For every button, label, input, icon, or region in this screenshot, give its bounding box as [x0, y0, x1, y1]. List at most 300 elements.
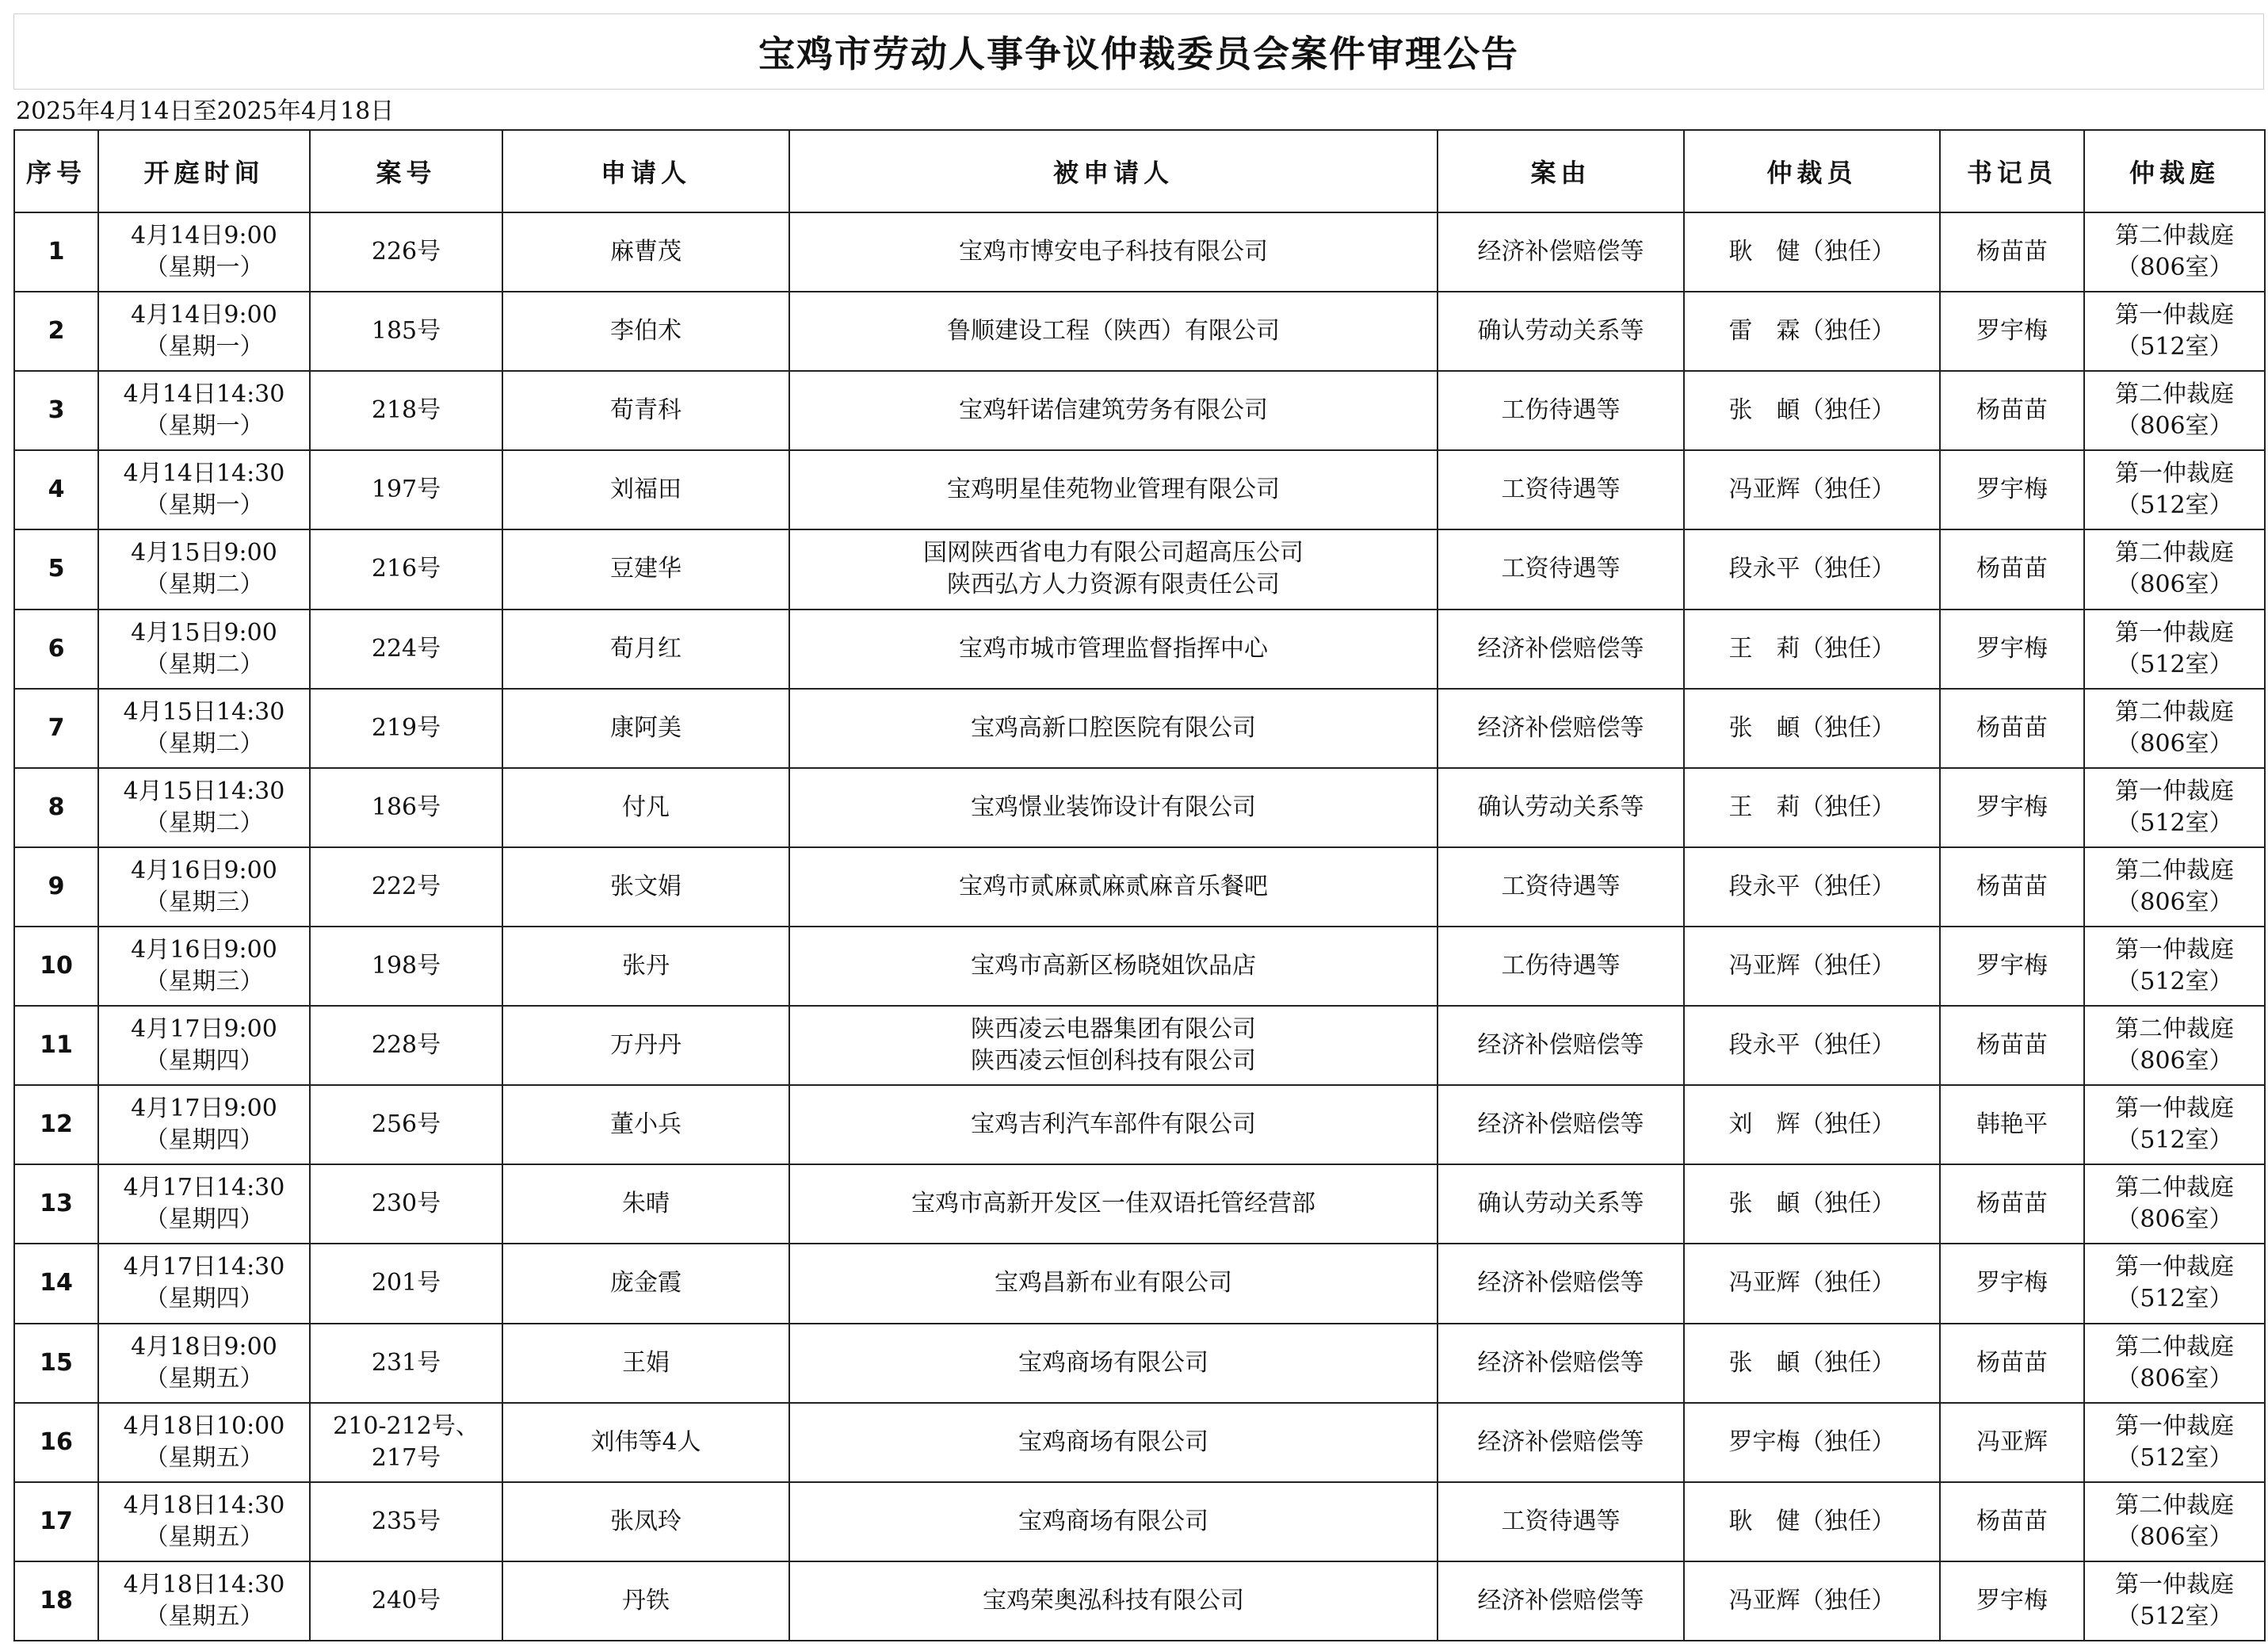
table-row [14, 1324, 2265, 1403]
cell-case-no [310, 1482, 502, 1561]
cell-applicant-applicant: 豆建华 [610, 555, 682, 583]
cell-respondent-respondent: 宝鸡高新口腔医院有限公司 [971, 713, 1256, 742]
cell-time [98, 768, 310, 847]
cell-arbitrator [1684, 212, 1940, 292]
cell-time-time: 4月16日9:00 [131, 856, 277, 885]
cell-case-no [310, 1403, 502, 1482]
cell-time-time: 4月18日14:30 [123, 1491, 285, 1519]
cell-court-court: 第一仲裁庭 [2115, 618, 2234, 647]
cell-arbitrator-arbitrator: 张 頔（独任） [1728, 713, 1896, 742]
cell-arbitrator [1684, 450, 1940, 529]
table-row [14, 768, 2265, 847]
cell-applicant-applicant: 张文娟 [610, 872, 682, 900]
cell-applicant [502, 610, 789, 689]
table-row [14, 450, 2265, 529]
cell-clerk-clerk: 罗宇梅 [1976, 1269, 2048, 1297]
cell-respondent [789, 1561, 1438, 1641]
cell-arbitrator-arbitrator: 刘 辉（独任） [1728, 1110, 1896, 1139]
cell-arbitrator [1684, 847, 1940, 927]
cell-respondent-respondent: 国网陕西省电力有限公司超高压公司 [923, 539, 1304, 567]
cell-cause [1438, 529, 1684, 609]
cell-applicant [502, 1244, 789, 1323]
cell-case-no [310, 292, 502, 371]
cell-applicant-applicant: 庞金霞 [610, 1269, 682, 1297]
cell-court-room: （512室） [2116, 808, 2233, 837]
cell-case-no [310, 1244, 502, 1323]
cell-seq [14, 1482, 98, 1561]
cell-clerk-clerk: 韩艳平 [1976, 1110, 2048, 1139]
cell-court-court: 第一仲裁庭 [2115, 1570, 2234, 1599]
cell-case-no-case-no: 222号 [371, 872, 441, 900]
column-header-seq: 序号 [14, 130, 98, 212]
cell-cause-cause: 工资待遇等 [1501, 476, 1621, 504]
cell-case-no [310, 1324, 502, 1403]
cell-respondent [789, 529, 1438, 609]
cell-time [98, 847, 310, 927]
cell-seq [14, 1085, 98, 1164]
cell-cause [1438, 1164, 1684, 1244]
cell-cause-cause: 工资待遇等 [1501, 555, 1621, 583]
cell-court-court: 第二仲裁庭 [2115, 1332, 2234, 1361]
cell-court [2084, 1561, 2265, 1641]
column-header-case-no: 案号 [310, 130, 502, 212]
cell-case-no [310, 689, 502, 768]
cell-case-no [310, 1085, 502, 1164]
column-header-applicant: 申请人 [502, 130, 789, 212]
cell-case-no-case-no: 210-212号、 [333, 1412, 479, 1440]
cell-respondent-respondent: 宝鸡市高新区杨晓姐饮品店 [971, 952, 1256, 980]
table-row [14, 1244, 2265, 1323]
cell-seq [14, 1006, 98, 1085]
cell-time-time: 4月14日9:00 [131, 222, 277, 250]
cell-time-time: 4月18日9:00 [131, 1332, 277, 1361]
cell-court-court: 第一仲裁庭 [2115, 1412, 2234, 1440]
cell-applicant-applicant: 董小兵 [610, 1110, 682, 1139]
cell-court-court: 第二仲裁庭 [2115, 539, 2234, 567]
cell-cause [1438, 847, 1684, 927]
cell-arbitrator-arbitrator: 张 頔（独任） [1728, 1348, 1896, 1377]
cell-court-court: 第二仲裁庭 [2115, 1174, 2234, 1202]
cell-applicant [502, 1403, 789, 1482]
column-header-respondent: 被申请人 [789, 130, 1438, 212]
cell-respondent [789, 768, 1438, 847]
cell-court-court: 第一仲裁庭 [2115, 936, 2234, 965]
cell-arbitrator [1684, 1324, 1940, 1403]
cell-cause [1438, 212, 1684, 292]
cell-court-room: （806室） [2116, 729, 2233, 758]
cell-court [2084, 1324, 2265, 1403]
cell-clerk [1940, 450, 2084, 529]
cell-clerk [1940, 1482, 2084, 1561]
cell-court [2084, 1085, 2265, 1164]
cell-arbitrator [1684, 1085, 1940, 1164]
cell-time [98, 1164, 310, 1244]
cell-applicant [502, 847, 789, 927]
cell-case-no-case-no: 235号 [371, 1507, 441, 1535]
cell-cause-cause: 工资待遇等 [1501, 1507, 1621, 1535]
cell-arbitrator [1684, 768, 1940, 847]
cell-time-weekday: （星期二） [144, 571, 264, 599]
cell-court [2084, 450, 2265, 529]
cell-respondent-respondent: 宝鸡市高新开发区一佳双语托管经营部 [911, 1190, 1315, 1218]
cell-respondent-respondent-2: 陕西弘方人力资源有限责任公司 [947, 571, 1280, 599]
cell-time-time: 4月14日14:30 [123, 380, 285, 409]
cell-court [2084, 768, 2265, 847]
cell-respondent [789, 371, 1438, 450]
cell-case-no [310, 1561, 502, 1641]
cell-time-weekday: （星期五） [144, 1364, 264, 1393]
cell-respondent [789, 610, 1438, 689]
cell-applicant [502, 1164, 789, 1244]
cell-time-time: 4月14日14:30 [123, 460, 285, 488]
cell-applicant-applicant: 荀月红 [610, 634, 682, 663]
cell-seq [14, 689, 98, 768]
cell-case-no-case-no: 230号 [371, 1190, 441, 1218]
cell-time-weekday: （星期五） [144, 1443, 264, 1472]
cell-clerk [1940, 689, 2084, 768]
cell-respondent-respondent: 宝鸡市城市管理监督指挥中心 [959, 634, 1268, 663]
cell-cause-cause: 工伤待遇等 [1501, 952, 1621, 980]
cell-time-weekday: （星期三） [144, 888, 264, 916]
cell-court [2084, 1164, 2265, 1244]
cell-court [2084, 1403, 2265, 1482]
cell-applicant [502, 529, 789, 609]
cell-seq [14, 1324, 98, 1403]
cell-respondent-respondent: 宝鸡商场有限公司 [1018, 1507, 1208, 1535]
cell-arbitrator-arbitrator: 张 頔（独任） [1728, 396, 1896, 425]
cell-applicant-applicant: 万丹丹 [610, 1031, 682, 1060]
cell-cause [1438, 292, 1684, 371]
cell-court [2084, 1482, 2265, 1561]
cell-case-no [310, 450, 502, 529]
cell-court [2084, 212, 2265, 292]
cell-cause-cause: 经济补偿赔偿等 [1477, 238, 1644, 266]
cell-time-time: 4月15日14:30 [123, 697, 285, 726]
cell-court-room: （512室） [2116, 333, 2233, 361]
cell-cause-cause: 经济补偿赔偿等 [1477, 634, 1644, 663]
cell-court [2084, 927, 2265, 1006]
cell-court-room: （806室） [2116, 254, 2233, 282]
cell-court [2084, 610, 2265, 689]
cell-case-no [310, 610, 502, 689]
cell-cause [1438, 689, 1684, 768]
cell-clerk-clerk: 冯亚辉 [1976, 1427, 2048, 1456]
table-row [14, 1403, 2265, 1482]
cell-court-court: 第一仲裁庭 [2115, 301, 2234, 330]
cell-seq-seq: 16 [40, 1427, 73, 1456]
cell-case-no [310, 1164, 502, 1244]
cell-case-no-case-no: 185号 [371, 317, 441, 346]
cell-seq-seq: 3 [48, 396, 65, 425]
cell-respondent-respondent: 鲁顺建设工程（陕西）有限公司 [947, 317, 1280, 346]
cell-court-court: 第二仲裁庭 [2115, 1015, 2234, 1044]
cell-seq-seq: 17 [40, 1507, 73, 1535]
cell-time [98, 450, 310, 529]
cell-time-weekday: （星期四） [144, 1206, 264, 1234]
cell-respondent [789, 1164, 1438, 1244]
cell-court-room: （512室） [2116, 1126, 2233, 1155]
cell-cause-cause: 经济补偿赔偿等 [1477, 1110, 1644, 1139]
cell-clerk-clerk: 杨苗苗 [1976, 1507, 2048, 1535]
cell-time [98, 1561, 310, 1641]
cell-applicant [502, 1006, 789, 1085]
cell-case-no-case-no: 226号 [371, 238, 441, 266]
cell-clerk-clerk: 杨苗苗 [1976, 555, 2048, 583]
cell-clerk [1940, 1164, 2084, 1244]
cell-clerk [1940, 1085, 2084, 1164]
cell-respondent-respondent: 宝鸡昌新布业有限公司 [995, 1269, 1232, 1297]
cell-time-time: 4月17日9:00 [131, 1095, 277, 1123]
cell-seq [14, 1164, 98, 1244]
cell-clerk [1940, 1561, 2084, 1641]
cell-arbitrator-arbitrator: 冯亚辉（独任） [1728, 1269, 1896, 1297]
cell-applicant-applicant: 丹铁 [622, 1586, 670, 1615]
cell-clerk-clerk: 杨苗苗 [1976, 872, 2048, 900]
cell-time-time: 4月17日14:30 [123, 1253, 285, 1282]
cell-applicant [502, 1324, 789, 1403]
cell-time-time: 4月17日9:00 [131, 1015, 277, 1044]
cell-seq-seq: 7 [48, 713, 65, 742]
cell-seq [14, 1403, 98, 1482]
cell-arbitrator [1684, 1403, 1940, 1482]
cell-clerk [1940, 212, 2084, 292]
cell-applicant [502, 371, 789, 450]
column-header-arbitrator: 仲裁员 [1684, 130, 1940, 212]
cell-time-weekday: （星期四） [144, 1047, 264, 1076]
cell-respondent-respondent: 宝鸡商场有限公司 [1018, 1348, 1208, 1377]
cell-case-no-case-no: 228号 [371, 1031, 441, 1060]
cell-clerk [1940, 371, 2084, 450]
table-header-row [14, 130, 2265, 212]
cell-cause-cause: 经济补偿赔偿等 [1477, 713, 1644, 742]
cell-cause-cause: 工资待遇等 [1501, 872, 1621, 900]
cell-cause [1438, 1324, 1684, 1403]
cell-court-room: （806室） [2116, 888, 2233, 916]
cell-court-room: （512室） [2116, 1443, 2233, 1472]
date-range: 2025年4月14日至2025年4月18日 [16, 97, 395, 125]
cell-court-room: （806室） [2116, 412, 2233, 441]
cell-clerk-clerk: 罗宇梅 [1976, 476, 2048, 504]
cell-clerk-clerk: 罗宇梅 [1976, 317, 2048, 346]
cell-cause [1438, 450, 1684, 529]
cell-case-no-case-no: 240号 [371, 1586, 441, 1615]
cell-clerk-clerk: 杨苗苗 [1976, 238, 2048, 266]
cell-cause [1438, 1482, 1684, 1561]
cell-respondent [789, 847, 1438, 927]
cell-respondent [789, 1324, 1438, 1403]
cell-case-no [310, 371, 502, 450]
cell-seq-seq: 18 [40, 1586, 73, 1615]
cell-time [98, 1085, 310, 1164]
cell-case-no-case-no: 201号 [371, 1269, 441, 1297]
cell-time-time: 4月15日9:00 [131, 618, 277, 647]
cell-seq [14, 1244, 98, 1323]
cell-court [2084, 847, 2265, 927]
cell-respondent-respondent: 宝鸡荣奥泓科技有限公司 [983, 1586, 1244, 1615]
cell-case-no [310, 927, 502, 1006]
cell-time [98, 610, 310, 689]
cell-arbitrator-arbitrator: 雷 霖（独任） [1728, 317, 1896, 346]
table-row [14, 371, 2265, 450]
cell-clerk [1940, 768, 2084, 847]
cell-applicant [502, 450, 789, 529]
cell-court-room: （806室） [2116, 1364, 2233, 1393]
cell-court-court: 第一仲裁庭 [2115, 1253, 2234, 1282]
cell-cause [1438, 1085, 1684, 1164]
cell-time-time: 4月15日14:30 [123, 777, 285, 805]
cell-time-weekday: （星期二） [144, 729, 264, 758]
cell-cause-cause: 经济补偿赔偿等 [1477, 1031, 1644, 1060]
cell-respondent [789, 689, 1438, 768]
cell-court-room: （806室） [2116, 1206, 2233, 1234]
cell-respondent [789, 212, 1438, 292]
cell-respondent [789, 450, 1438, 529]
cell-time-time: 4月15日9:00 [131, 539, 277, 567]
cell-arbitrator-arbitrator: 冯亚辉（独任） [1728, 476, 1896, 504]
cell-applicant [502, 292, 789, 371]
table-body [14, 212, 2265, 1641]
cell-clerk-clerk: 罗宇梅 [1976, 793, 2048, 821]
cell-court-room: （512室） [2116, 1285, 2233, 1313]
cell-seq [14, 847, 98, 927]
cell-case-no [310, 768, 502, 847]
cell-arbitrator-arbitrator: 王 莉（独任） [1728, 793, 1896, 821]
cell-respondent-respondent: 陕西凌云电器集团有限公司 [971, 1015, 1256, 1044]
cell-time-weekday: （星期一） [144, 491, 264, 520]
cell-clerk-clerk: 杨苗苗 [1976, 713, 2048, 742]
cell-court [2084, 529, 2265, 609]
cell-seq-seq: 5 [48, 555, 65, 583]
cell-respondent-respondent: 宝鸡市贰麻贰麻贰麻音乐餐吧 [959, 872, 1268, 900]
table-row [14, 927, 2265, 1006]
cell-clerk [1940, 292, 2084, 371]
page-title: 宝鸡市劳动人事争议仲裁委员会案件审理公告 [13, 13, 2264, 90]
cell-seq [14, 292, 98, 371]
cell-arbitrator [1684, 1244, 1940, 1323]
cell-applicant-applicant: 麻曹茂 [610, 238, 682, 266]
cell-cause [1438, 610, 1684, 689]
cell-arbitrator-arbitrator: 冯亚辉（独任） [1728, 1586, 1896, 1615]
cell-seq [14, 768, 98, 847]
cell-time-time: 4月14日9:00 [131, 301, 277, 330]
cell-clerk [1940, 1006, 2084, 1085]
cell-seq-seq: 14 [40, 1269, 73, 1297]
cell-time-weekday: （星期五） [144, 1602, 264, 1630]
cell-seq-seq: 12 [40, 1110, 73, 1139]
cell-time-weekday: （星期五） [144, 1523, 264, 1551]
cell-time-weekday: （星期一） [144, 333, 264, 361]
cell-case-no-case-no-2: 217号 [371, 1443, 441, 1472]
cell-time-weekday: （星期二） [144, 808, 264, 837]
cell-arbitrator [1684, 1006, 1940, 1085]
cell-applicant-applicant: 荀青科 [610, 396, 682, 425]
cell-time-time: 4月16日9:00 [131, 936, 277, 965]
cell-seq-seq: 11 [40, 1031, 73, 1060]
cell-arbitrator [1684, 610, 1940, 689]
table-row [14, 292, 2265, 371]
cell-court-court: 第二仲裁庭 [2115, 1491, 2234, 1519]
cell-case-no [310, 529, 502, 609]
cell-clerk [1940, 529, 2084, 609]
cell-respondent [789, 927, 1438, 1006]
cell-arbitrator [1684, 529, 1940, 609]
cell-time [98, 1244, 310, 1323]
cell-cause [1438, 1244, 1684, 1323]
cell-respondent-respondent: 宝鸡憬业装饰设计有限公司 [971, 793, 1256, 821]
cell-time [98, 1482, 310, 1561]
cell-court-court: 第二仲裁庭 [2115, 856, 2234, 885]
cell-respondent-respondent: 宝鸡商场有限公司 [1018, 1427, 1208, 1456]
cell-time [98, 529, 310, 609]
cell-seq-seq: 4 [48, 476, 65, 504]
cell-court [2084, 371, 2265, 450]
cell-case-no-case-no: 256号 [371, 1110, 441, 1139]
cell-seq-seq: 10 [40, 952, 73, 980]
cell-respondent-respondent: 宝鸡市博安电子科技有限公司 [959, 238, 1268, 266]
cell-arbitrator-arbitrator: 冯亚辉（独任） [1728, 952, 1896, 980]
cell-applicant [502, 689, 789, 768]
table-row [14, 1482, 2265, 1561]
cell-seq [14, 610, 98, 689]
cell-seq [14, 1561, 98, 1641]
cell-case-no-case-no: 186号 [371, 793, 441, 821]
cell-respondent-respondent: 宝鸡吉利汽车部件有限公司 [971, 1110, 1256, 1139]
cell-court [2084, 1244, 2265, 1323]
cell-applicant-applicant: 刘福田 [610, 476, 682, 504]
table-row [14, 689, 2265, 768]
cell-case-no-case-no: 197号 [371, 476, 441, 504]
cell-applicant [502, 768, 789, 847]
cell-court-room: （806室） [2116, 1523, 2233, 1551]
cell-court-room: （806室） [2116, 1047, 2233, 1076]
cell-applicant-applicant: 朱晴 [622, 1190, 670, 1218]
cell-applicant-applicant: 张丹 [622, 952, 670, 980]
cell-time [98, 371, 310, 450]
column-header-clerk: 书记员 [1940, 130, 2084, 212]
cell-time-weekday: （星期一） [144, 254, 264, 282]
cell-time [98, 927, 310, 1006]
cell-applicant-applicant: 张凤玲 [610, 1507, 682, 1535]
cell-court-court: 第一仲裁庭 [2115, 1095, 2234, 1123]
cell-clerk-clerk: 杨苗苗 [1976, 396, 2048, 425]
cell-arbitrator-arbitrator: 张 頔（独任） [1728, 1190, 1896, 1218]
table-row [14, 1006, 2265, 1085]
cell-clerk-clerk: 杨苗苗 [1976, 1190, 2048, 1218]
cell-cause-cause: 确认劳动关系等 [1477, 793, 1644, 821]
cell-cause [1438, 768, 1684, 847]
cell-time [98, 1403, 310, 1482]
cell-time [98, 212, 310, 292]
cell-clerk-clerk: 罗宇梅 [1976, 1586, 2048, 1615]
cell-arbitrator [1684, 371, 1940, 450]
cell-court-room: （512室） [2116, 1602, 2233, 1630]
cell-clerk-clerk: 罗宇梅 [1976, 952, 2048, 980]
cell-time-weekday: （星期一） [144, 412, 264, 441]
cell-applicant [502, 1085, 789, 1164]
cell-clerk [1940, 1324, 2084, 1403]
cell-time-weekday: （星期四） [144, 1285, 264, 1313]
cell-respondent [789, 1085, 1438, 1164]
cell-applicant [502, 1482, 789, 1561]
cell-court-room: （806室） [2116, 571, 2233, 599]
cell-cause [1438, 1403, 1684, 1482]
cell-arbitrator-arbitrator: 段永平（独任） [1728, 1031, 1896, 1060]
cell-arbitrator [1684, 1561, 1940, 1641]
cell-time [98, 1006, 310, 1085]
cell-case-no-case-no: 224号 [371, 634, 441, 663]
cell-case-no [310, 212, 502, 292]
cell-court [2084, 689, 2265, 768]
